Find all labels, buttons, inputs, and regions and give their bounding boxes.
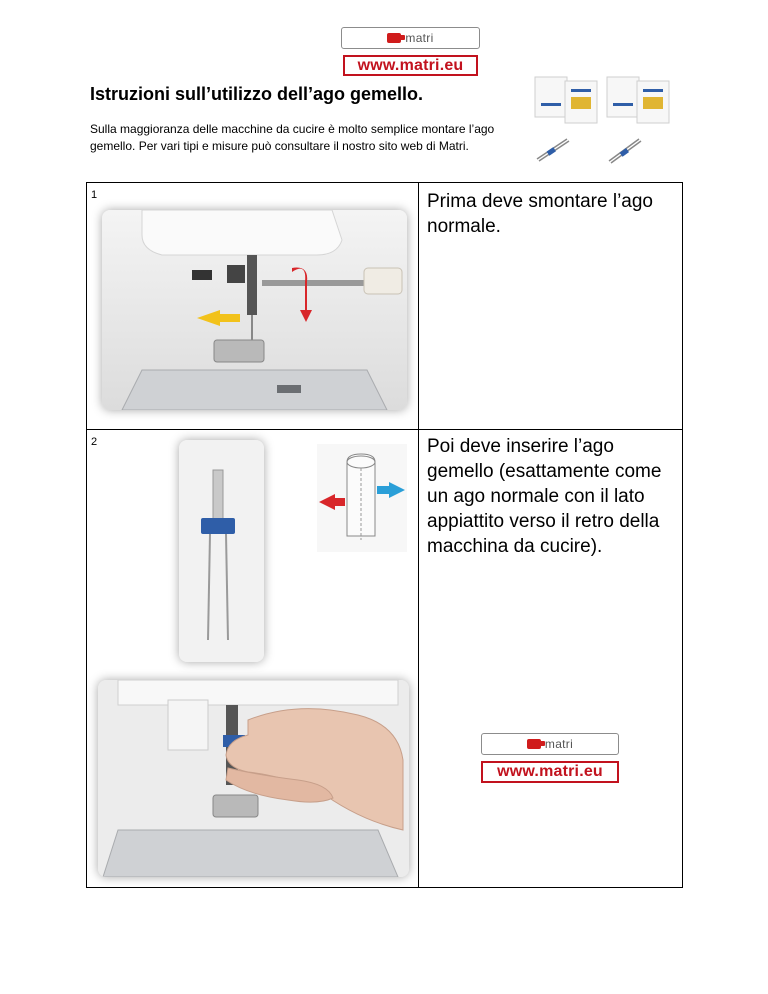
twin-needle-photo — [179, 440, 264, 662]
step-2-number: 2 — [91, 436, 98, 448]
intro-paragraph: Sulla maggioranza delle macchine da cucire è molto semplice montare l’ago gemello. Per vari tipi e misure può consultare il nostro sito web di Matri. — [90, 122, 495, 153]
step-1-photo — [102, 210, 407, 410]
table-column-divider — [418, 182, 419, 888]
needle-packages-image — [527, 71, 677, 175]
table-row-divider — [86, 429, 683, 430]
step-2-text: Poi deve inserire l’ago gemello (esattamente come un ago normale con il lato appiattito verso il retro della macchina da cucire). — [427, 436, 662, 557]
header-logo-text: matri — [405, 31, 434, 45]
footer-logo — [481, 733, 619, 755]
footer-url-text[interactable]: www.matri.eu — [497, 763, 603, 780]
step-1-text: Prima deve smontare l’ago normale. — [427, 191, 653, 237]
footer-logo-text: matri — [544, 737, 574, 751]
header-logo — [341, 27, 480, 49]
footer-url[interactable] — [481, 761, 619, 783]
footer-matri-logo-icon — [527, 739, 541, 749]
header-url[interactable] — [343, 55, 478, 76]
matri-logo-icon — [387, 33, 401, 43]
header-url-text[interactable]: www.matri.eu — [357, 56, 464, 74]
page-title: Istruzioni sull’utilizzo dell’ago gemello. — [90, 84, 424, 104]
step-1-number: 1 — [91, 189, 98, 201]
needle-shank-diagram — [317, 444, 407, 552]
step-2-photo — [98, 680, 409, 877]
